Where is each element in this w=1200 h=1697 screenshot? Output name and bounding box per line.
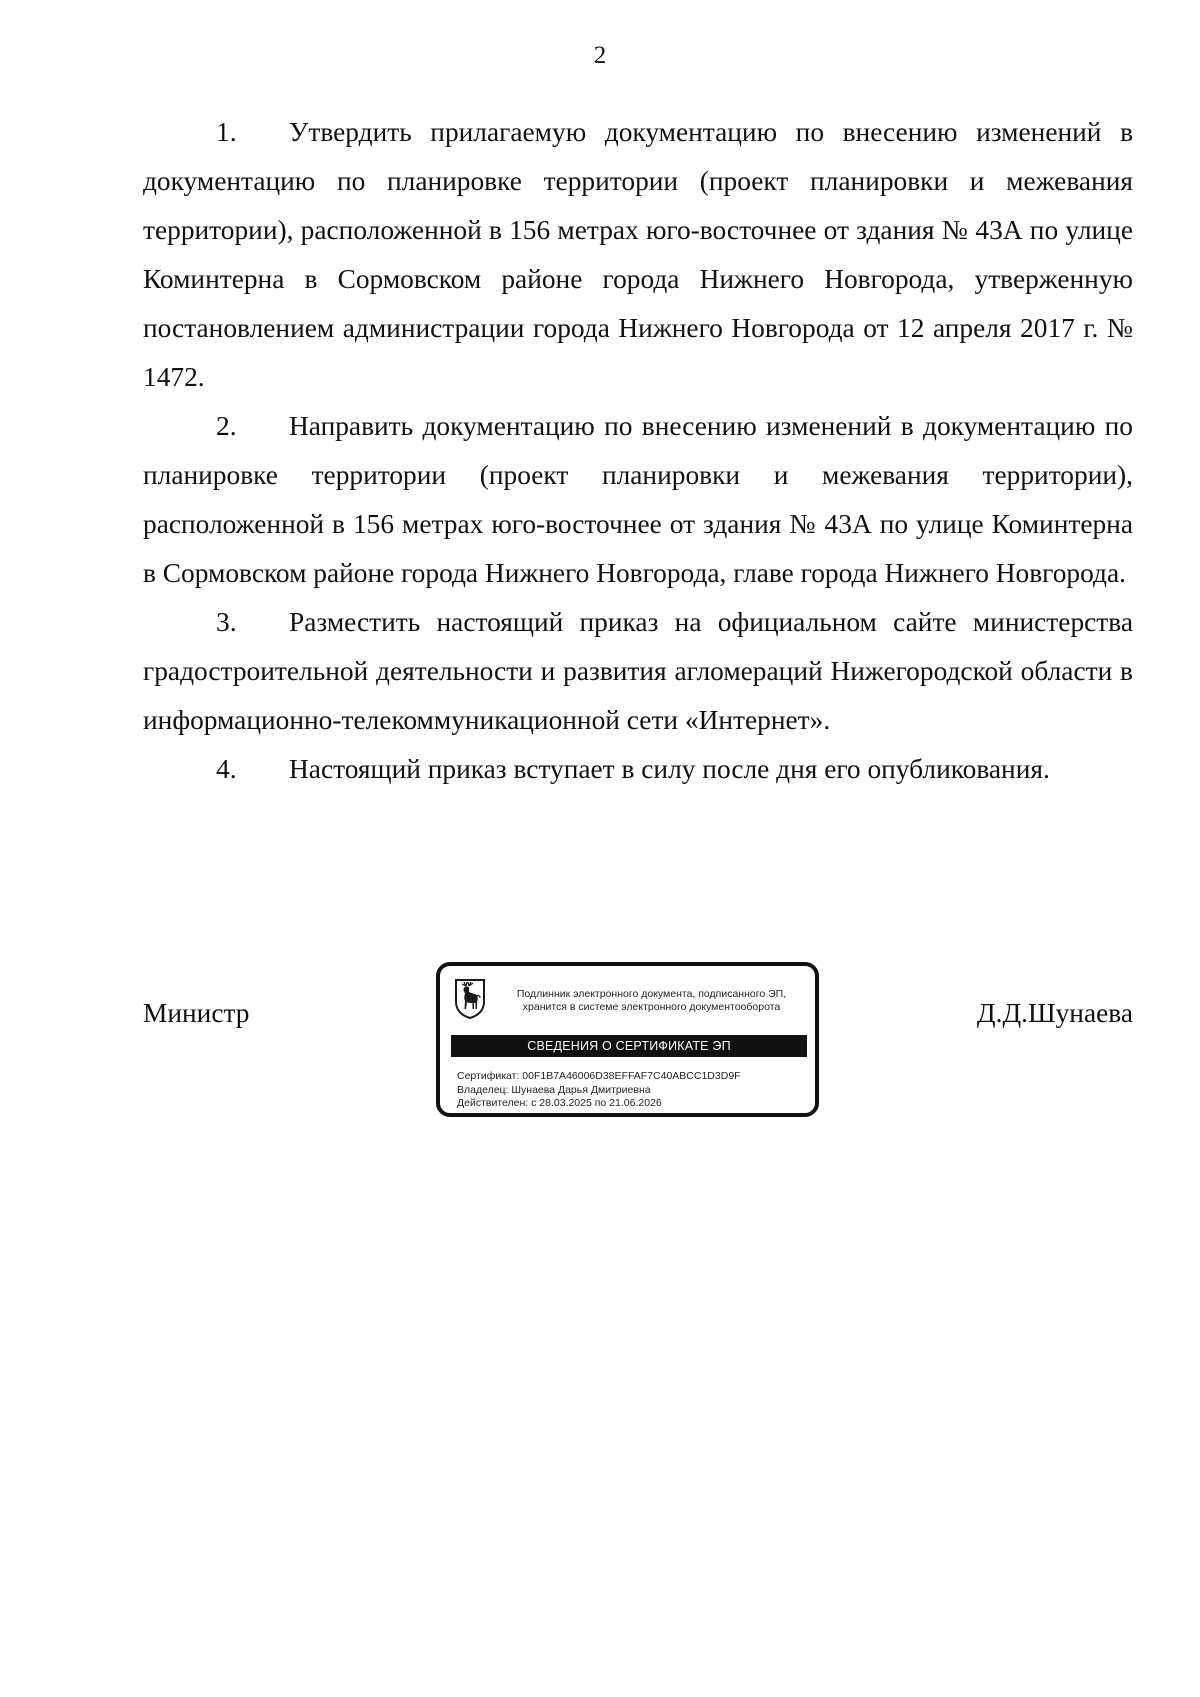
certificate-validity: Действителен: с 28.03.2025 по 21.06.2026 — [457, 1097, 662, 1109]
item-text: Разместить настоящий приказ на официальном сайте министерства градостроительной деятельности и развития агломераций Нижегородской области в информационно-телекоммуникационной сети «Интернет». — [143, 607, 1133, 735]
stamp-header-bar: СВЕДЕНИЯ О СЕРТИФИКАТЕ ЭП — [451, 1035, 807, 1057]
item-text: Утвердить прилагаемую документацию по внесению изменений в документацию по планировке территории (проект планировки и межевания территории), расположенной в 156 метрах юго-восточнее от здания № 43А по улице Коминтерна в Сормовском районе города Нижнего Новгорода, утверженную постановлением администрации города Нижнего Новгорода от 12 апреля 2017 г. № 1472. — [143, 117, 1133, 392]
list-item — [143, 402, 1133, 598]
certificate-details — [457, 1070, 741, 1111]
electronic-signature-stamp — [436, 962, 819, 1117]
certificate-owner: Владелец: Шунаева Дарья Дмитриевна — [457, 1083, 651, 1096]
item-text: Настоящий приказ вступает в силу после дня его опубликования. — [289, 754, 1050, 784]
stamp-notice-line: Подлинник электронного документа, подписанного ЭП, — [516, 988, 787, 1000]
item-number: 4. — [216, 754, 237, 784]
list-item — [143, 598, 1133, 745]
document-body — [143, 108, 1133, 794]
list-item — [143, 745, 1133, 794]
page-number: 2 — [593, 42, 607, 69]
stamp-notice — [494, 988, 809, 1014]
signer-title: Министр — [143, 998, 250, 1028]
item-number: 2. — [216, 411, 237, 441]
list-item — [143, 108, 1133, 402]
deer-coat-of-arms-icon — [453, 978, 487, 1020]
item-number: 3. — [216, 607, 237, 637]
signer-name: Д.Д.Шунаева — [976, 998, 1133, 1028]
item-text: Направить документацию по внесению изменений в документацию по планировке территории (проект планировки и межевания территории), расположенной в 156 метрах юго-восточнее от здания № 43А по улице Коминтерна в Сормовском районе города Нижнего Новгорода, главе города Нижнего Новгорода. — [143, 411, 1133, 588]
certificate-number: Сертификат: 00F1B7A46006D38EFFAF7C40ABCC1D3D9F — [457, 1070, 741, 1082]
item-number: 1. — [216, 117, 237, 147]
stamp-notice-line: хранится в системе электронного документооборота — [522, 1001, 781, 1013]
